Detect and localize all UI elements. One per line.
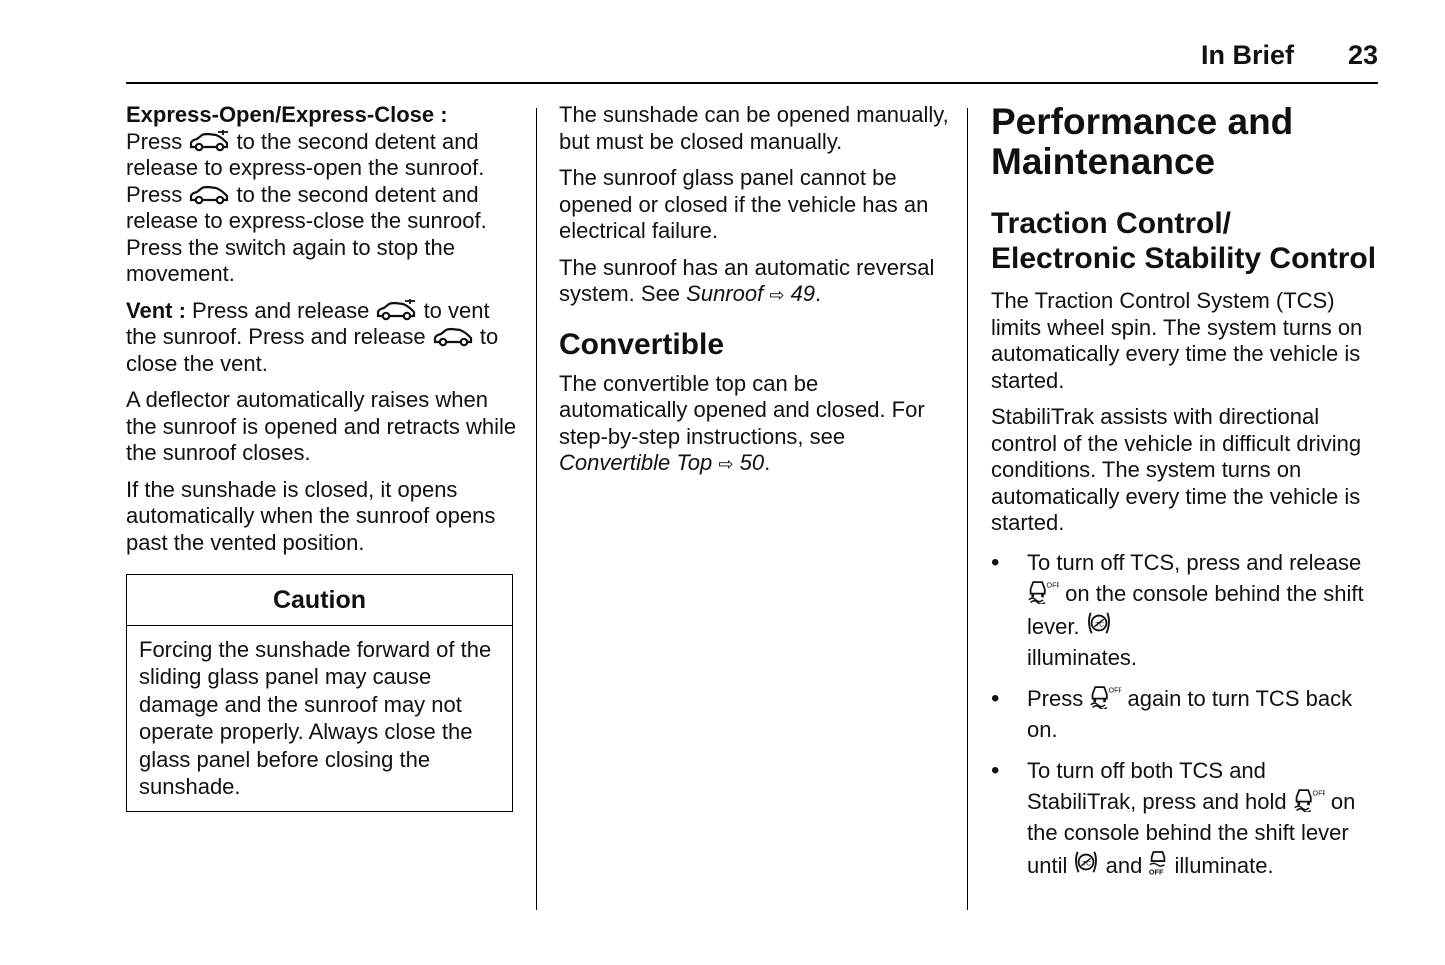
bullet-icon: • bbox=[991, 548, 1000, 576]
traction-control-light-icon bbox=[1086, 609, 1112, 637]
tcs-off-button-icon bbox=[1089, 683, 1121, 709]
electrical-failure-paragraph: The sunroof glass panel cannot be opened or closed if the vehicle has an electrical failure. bbox=[559, 165, 929, 243]
tcs-instructions-list bbox=[991, 547, 1381, 881]
vent-label: Vent : bbox=[126, 297, 186, 323]
sunroof-close-icon bbox=[188, 183, 230, 205]
b2-text-b: again to turn TCS back on. bbox=[1027, 685, 1353, 742]
period: . bbox=[764, 450, 771, 475]
caution-body: Forcing the sunshade forward of the sliding glass panel may cause damage and the sunroof may not operate properly. Always close the glass panel before closing the sunshade. bbox=[139, 636, 492, 799]
b2-text-a: Press bbox=[1027, 685, 1090, 711]
express-text-1: to the second detent and release to express-open the sunroof. Press bbox=[126, 128, 485, 207]
sunroof-reference[interactable] bbox=[686, 281, 815, 306]
b1-text-a: To turn off TCS, press and release bbox=[1027, 549, 1362, 575]
bullet-icon: • bbox=[991, 684, 1000, 712]
b3-text-c: and bbox=[1099, 852, 1149, 878]
traction-control-light-icon bbox=[1073, 848, 1099, 876]
convertible-heading: Convertible bbox=[559, 327, 725, 361]
page-header bbox=[126, 38, 1378, 84]
sunroof-open-icon bbox=[188, 130, 230, 152]
column-left bbox=[126, 102, 521, 812]
traction-control-heading: Traction Control/ Electronic Stability Control bbox=[991, 207, 1377, 275]
vent-text-3: to close the vent. bbox=[126, 324, 499, 376]
page-number: 23 bbox=[1347, 40, 1378, 70]
sunroof-open-icon bbox=[375, 299, 417, 321]
sunroof-close-icon bbox=[432, 325, 474, 347]
tcs-off-button-icon bbox=[1293, 786, 1325, 812]
express-press-word: Press bbox=[126, 128, 189, 154]
caution-title: Caution bbox=[127, 575, 512, 626]
period: . bbox=[815, 281, 822, 306]
list-item bbox=[991, 547, 1381, 673]
sunroof-ref-title: Sunroof bbox=[686, 281, 764, 306]
convertible-text: The convertible top can be automatically opened and closed. For step-by-step instructions, see bbox=[559, 370, 925, 449]
sunshade-closed-paragraph: If the sunshade is closed, it opens automatically when the sunroof opens past the vented position. bbox=[126, 476, 496, 555]
convertible-ref-page: 50 bbox=[739, 450, 765, 475]
column-right bbox=[991, 102, 1381, 891]
vent-text-2: to vent the sunroof. Press and release bbox=[126, 297, 490, 349]
list-item bbox=[991, 683, 1381, 745]
b1-text-c: illuminates. bbox=[1027, 644, 1138, 670]
column-middle bbox=[559, 102, 949, 488]
column-divider bbox=[967, 108, 968, 910]
express-paragraph bbox=[126, 102, 521, 288]
convertible-top-reference[interactable] bbox=[559, 450, 764, 475]
section-title: In Brief bbox=[1200, 40, 1294, 70]
b3-text-b: on the console behind the shift lever until bbox=[1027, 788, 1356, 878]
convertible-paragraph bbox=[559, 371, 949, 478]
list-item bbox=[991, 755, 1381, 881]
reversal-text: The sunroof has an automatic reversal system. See bbox=[559, 254, 935, 306]
stabilitrak-paragraph: StabiliTrak assists with directional control of the vehicle in difficult driving conditions. The system turns on automatically every time the vehicle is started. bbox=[991, 404, 1362, 535]
reversal-paragraph bbox=[559, 255, 949, 309]
convertible-ref-title: Convertible Top bbox=[559, 450, 713, 475]
express-label: Express-Open/Express-Close : bbox=[126, 102, 448, 127]
page-ref-arrow-icon: ⇨ bbox=[718, 454, 734, 474]
sunshade-manual-paragraph: The sunshade can be opened manually, but must be closed manually. bbox=[559, 102, 949, 154]
vent-paragraph bbox=[126, 298, 521, 378]
tcs-off-button-icon bbox=[1027, 578, 1059, 604]
vent-text-1: Press and release bbox=[185, 297, 376, 323]
stabilitrak-off-light-icon bbox=[1148, 848, 1168, 876]
express-text-2: to the second detent and release to express-close the sunroof. Press the switch again to stop the movement. bbox=[126, 181, 487, 286]
b1-text-b: on the console behind the shift lever. bbox=[1027, 580, 1364, 639]
page-ref-arrow-icon: ⇨ bbox=[769, 285, 785, 305]
performance-heading: Performance and Maintenance bbox=[991, 101, 1294, 182]
sunroof-ref-page: 49 bbox=[790, 281, 816, 306]
deflector-paragraph: A deflector automatically raises when the sunroof is opened and retracts while the sunroof closes. bbox=[126, 387, 517, 465]
caution-box bbox=[126, 574, 513, 812]
tcs-paragraph: The Traction Control System (TCS) limits wheel spin. The system turns on automatically every time the vehicle is started. bbox=[991, 288, 1363, 393]
b3-text-d: illuminate. bbox=[1168, 852, 1274, 878]
b3-text-a: To turn off both TCS and StabiliTrak, press and hold bbox=[1027, 757, 1293, 814]
bullet-icon: • bbox=[991, 756, 1000, 784]
column-divider bbox=[536, 108, 537, 910]
